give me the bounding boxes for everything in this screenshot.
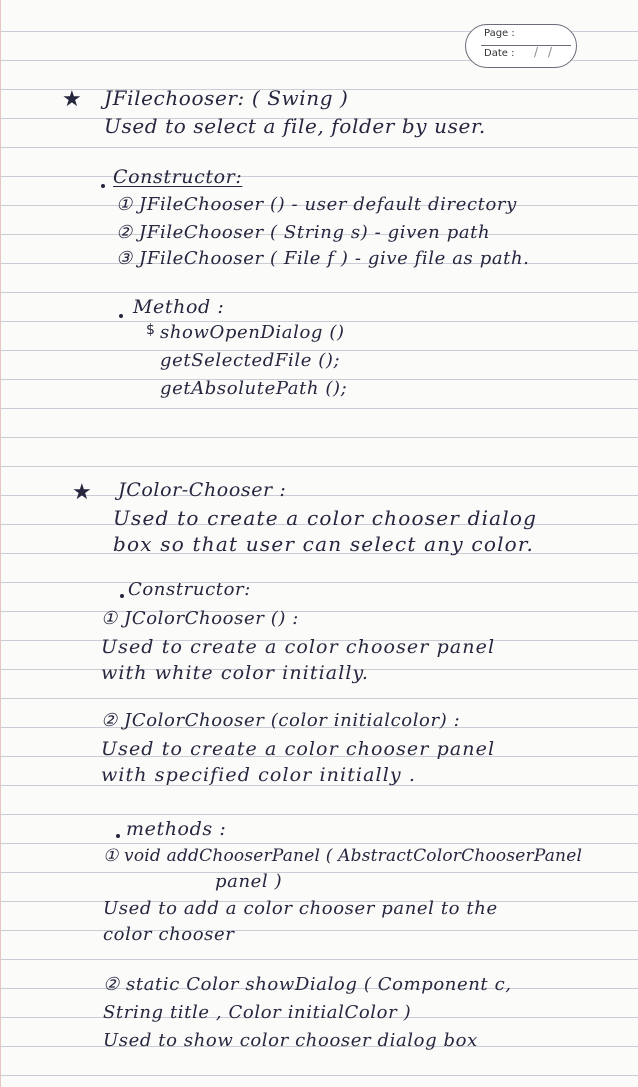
- text-line: Used to create a color chooser panel: [101, 636, 496, 658]
- page-label: Page :: [484, 28, 515, 39]
- date-label: Date :: [484, 48, 515, 59]
- text-line: Used to create a color chooser panel: [101, 738, 496, 760]
- text-line: Used to select a file, folder by user.: [104, 114, 486, 138]
- star-bullet-icon: ★: [72, 480, 92, 505]
- text-line: getSelectedFile ();: [160, 350, 341, 371]
- heading-jfilechooser: JFilechooser: ( Swing ): [104, 86, 349, 110]
- text-line: Used to add a color chooser panel to the: [103, 898, 498, 919]
- text-line: ① void addChooserPanel ( AbstractColorChooserPanel: [103, 846, 583, 866]
- dot-bullet-icon: [120, 594, 124, 598]
- subheading-method: Method :: [133, 296, 225, 318]
- text-line: ① JFileChooser () - user default directory: [116, 194, 517, 215]
- dot-bullet-icon: [101, 184, 105, 188]
- text-line: ② JFileChooser ( String s) - given path: [116, 222, 491, 243]
- margin-line: [0, 0, 1, 1087]
- text-line: showOpenDialog (): [160, 322, 345, 343]
- date-slash-1: /: [534, 45, 539, 59]
- text-line: getAbsolutePath ();: [160, 378, 348, 399]
- date-slash-2: /: [548, 45, 553, 59]
- text-line: String title , Color initialColor ): [103, 1002, 412, 1023]
- stamp-divider: [481, 45, 571, 46]
- star-bullet-icon: ★: [62, 87, 82, 112]
- text-line: ② JColorChooser (color initialcolor) :: [101, 710, 461, 731]
- text-line: panel ): [215, 871, 283, 892]
- dot-bullet-icon: [119, 314, 123, 318]
- dot-bullet-icon: [116, 834, 120, 838]
- subheading-methods: methods :: [126, 818, 227, 840]
- subheading-constructor: Constructor:: [128, 579, 251, 600]
- text-line: Used to show color chooser dialog box: [103, 1030, 478, 1051]
- text-line: with white color initially.: [101, 662, 369, 684]
- text-line: color chooser: [103, 924, 235, 945]
- heading-jcolorchooser: JColor-Chooser :: [118, 479, 287, 501]
- dollar-mark-icon: $: [146, 322, 155, 338]
- text-line: box so that user can select any color.: [113, 532, 535, 556]
- text-line: ① JColorChooser () :: [101, 608, 299, 629]
- page-date-stamp: [465, 24, 577, 68]
- text-line: ② static Color showDialog ( Component c,: [103, 974, 512, 995]
- text-line: ③ JFileChooser ( File f ) - give file as path.: [116, 248, 530, 269]
- text-line: with specified color initially .: [101, 764, 416, 786]
- text-line: Used to create a color chooser dialog: [113, 506, 538, 530]
- subheading-constructor: Constructor:: [113, 166, 243, 188]
